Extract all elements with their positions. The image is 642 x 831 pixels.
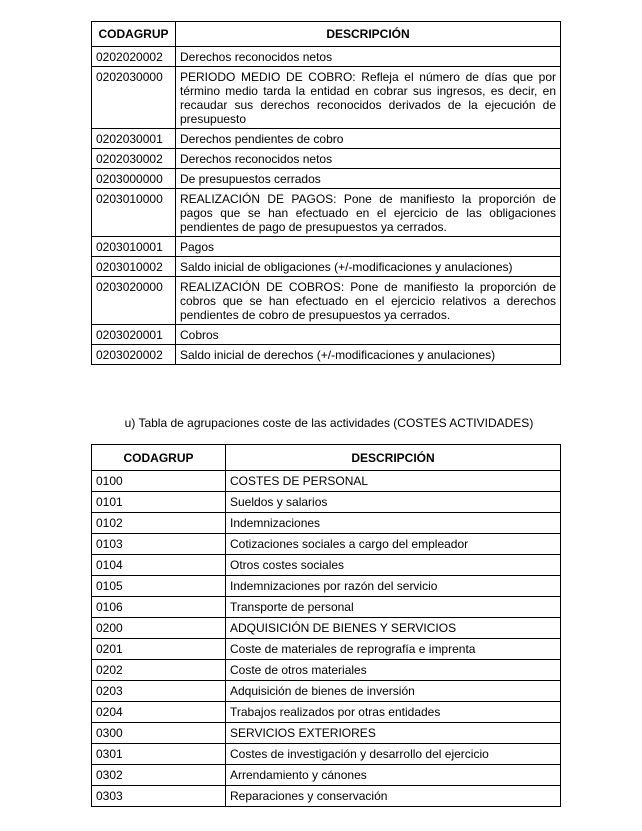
row-code-cell: 0104 xyxy=(92,555,226,576)
row-code-cell: 0203020002 xyxy=(92,345,176,365)
row-code-cell: 0203010002 xyxy=(92,257,176,277)
table-row xyxy=(92,492,561,513)
row-code-cell: 0302 xyxy=(92,765,226,786)
row-description-cell: SERVICIOS EXTERIORES xyxy=(226,723,561,744)
row-code-cell: 0204 xyxy=(92,702,226,723)
table-body xyxy=(92,471,561,807)
table-row xyxy=(92,237,561,257)
table-row xyxy=(92,786,561,807)
row-code-cell: 0203020001 xyxy=(92,325,176,345)
table-row xyxy=(92,67,561,129)
row-code-cell: 0203000000 xyxy=(92,169,176,189)
column-header-descripcion: DESCRIPCIÓN xyxy=(176,22,561,47)
row-description-cell: Costes de investigación y desarrollo del ejercicio xyxy=(226,744,561,765)
table-row xyxy=(92,345,561,365)
table-row xyxy=(92,639,561,660)
table-row xyxy=(92,471,561,492)
row-code-cell: 0105 xyxy=(92,576,226,597)
row-description-cell: Cobros xyxy=(176,325,561,345)
table-row xyxy=(92,277,561,325)
row-description-cell: Derechos reconocidos netos xyxy=(176,47,561,67)
table-row xyxy=(92,47,561,67)
row-code-cell: 0201 xyxy=(92,639,226,660)
table-row xyxy=(92,534,561,555)
row-description-cell: Indemnizaciones xyxy=(226,513,561,534)
row-code-cell: 0103 xyxy=(92,534,226,555)
row-code-cell: 0101 xyxy=(92,492,226,513)
row-code-cell: 0203010001 xyxy=(92,237,176,257)
table-row xyxy=(92,618,561,639)
row-description-cell: PERIODO MEDIO DE COBRO: Refleja el número de días que por término medio tarda la entidad en cobrar sus ingresos, es decir, en recaudar sus derechos reconocidos derivados de la ejecución de presupuesto xyxy=(176,67,561,129)
row-code-cell: 0203020000 xyxy=(92,277,176,325)
table-row xyxy=(92,660,561,681)
table-row xyxy=(92,681,561,702)
table-row xyxy=(92,765,561,786)
activity-costs-table xyxy=(91,444,561,807)
caption-text: u) Tabla de agrupaciones coste de las actividades (COSTES ACTIVIDADES) xyxy=(124,416,534,430)
row-description-cell: REALIZACIÓN DE COBROS: Pone de manifiesto la proporción de cobros que se han efectuado en el ejercicio relativos a derechos pendientes de cobro de presupuestos ya cerrados. xyxy=(176,277,561,325)
table-row xyxy=(92,169,561,189)
row-code-cell: 0106 xyxy=(92,597,226,618)
budget-indicators-table xyxy=(91,21,561,365)
row-description-cell: REALIZACIÓN DE PAGOS: Pone de manifiesto la proporción de pagos que se han efectuado en el ejercicio de las obligaciones pendientes de pago de presupuestos ya cerrados. xyxy=(176,189,561,237)
row-description-cell: Saldo inicial de obligaciones (+/-modificaciones y anulaciones) xyxy=(176,257,561,277)
table-row xyxy=(92,576,561,597)
row-description-cell: ADQUISICIÓN DE BIENES Y SERVICIOS xyxy=(226,618,561,639)
table-row xyxy=(92,129,561,149)
row-description-cell: Reparaciones y conservación xyxy=(226,786,561,807)
row-description-cell: Pagos xyxy=(176,237,561,257)
row-code-cell: 0300 xyxy=(92,723,226,744)
row-code-cell: 0202030002 xyxy=(92,149,176,169)
row-code-cell: 0301 xyxy=(92,744,226,765)
table-row xyxy=(92,513,561,534)
row-description-cell: Saldo inicial de derechos (+/-modificaciones y anulaciones) xyxy=(176,345,561,365)
table-row xyxy=(92,257,561,277)
row-description-cell: COSTES DE PERSONAL xyxy=(226,471,561,492)
row-description-cell: Coste de materiales de reprografía e imprenta xyxy=(226,639,561,660)
table-row xyxy=(92,189,561,237)
row-code-cell: 0203 xyxy=(92,681,226,702)
row-code-cell: 0202020002 xyxy=(92,47,176,67)
row-description-cell: Cotizaciones sociales a cargo del empleador xyxy=(226,534,561,555)
row-code-cell: 0102 xyxy=(92,513,226,534)
row-description-cell: Adquisición de bienes de inversión xyxy=(226,681,561,702)
column-header-codagrup: CODAGRUP xyxy=(92,22,176,47)
row-code-cell: 0303 xyxy=(92,786,226,807)
table-header-row xyxy=(92,22,561,47)
row-description-cell: Arrendamiento y cánones xyxy=(226,765,561,786)
table-row xyxy=(92,744,561,765)
row-code-cell: 0202 xyxy=(92,660,226,681)
table-body xyxy=(92,47,561,365)
section-caption xyxy=(0,416,642,430)
row-code-cell: 0203010000 xyxy=(92,189,176,237)
row-code-cell: 0100 xyxy=(92,471,226,492)
table-row xyxy=(92,597,561,618)
table-row xyxy=(92,149,561,169)
table-row xyxy=(92,555,561,576)
row-description-cell: Derechos reconocidos netos xyxy=(176,149,561,169)
column-header-codagrup: CODAGRUP xyxy=(92,445,226,471)
row-description-cell: Coste de otros materiales xyxy=(226,660,561,681)
row-description-cell: Transporte de personal xyxy=(226,597,561,618)
row-description-cell: Otros costes sociales xyxy=(226,555,561,576)
table-row xyxy=(92,325,561,345)
row-description-cell: De presupuestos cerrados xyxy=(176,169,561,189)
row-description-cell: Trabajos realizados por otras entidades xyxy=(226,702,561,723)
table-header-row xyxy=(92,445,561,471)
column-header-descripcion: DESCRIPCIÓN xyxy=(226,445,561,471)
row-description-cell: Indemnizaciones por razón del servicio xyxy=(226,576,561,597)
row-code-cell: 0202030000 xyxy=(92,67,176,129)
row-code-cell: 0200 xyxy=(92,618,226,639)
table-row xyxy=(92,723,561,744)
row-description-cell: Derechos pendientes de cobro xyxy=(176,129,561,149)
table-row xyxy=(92,702,561,723)
row-code-cell: 0202030001 xyxy=(92,129,176,149)
row-description-cell: Sueldos y salarios xyxy=(226,492,561,513)
